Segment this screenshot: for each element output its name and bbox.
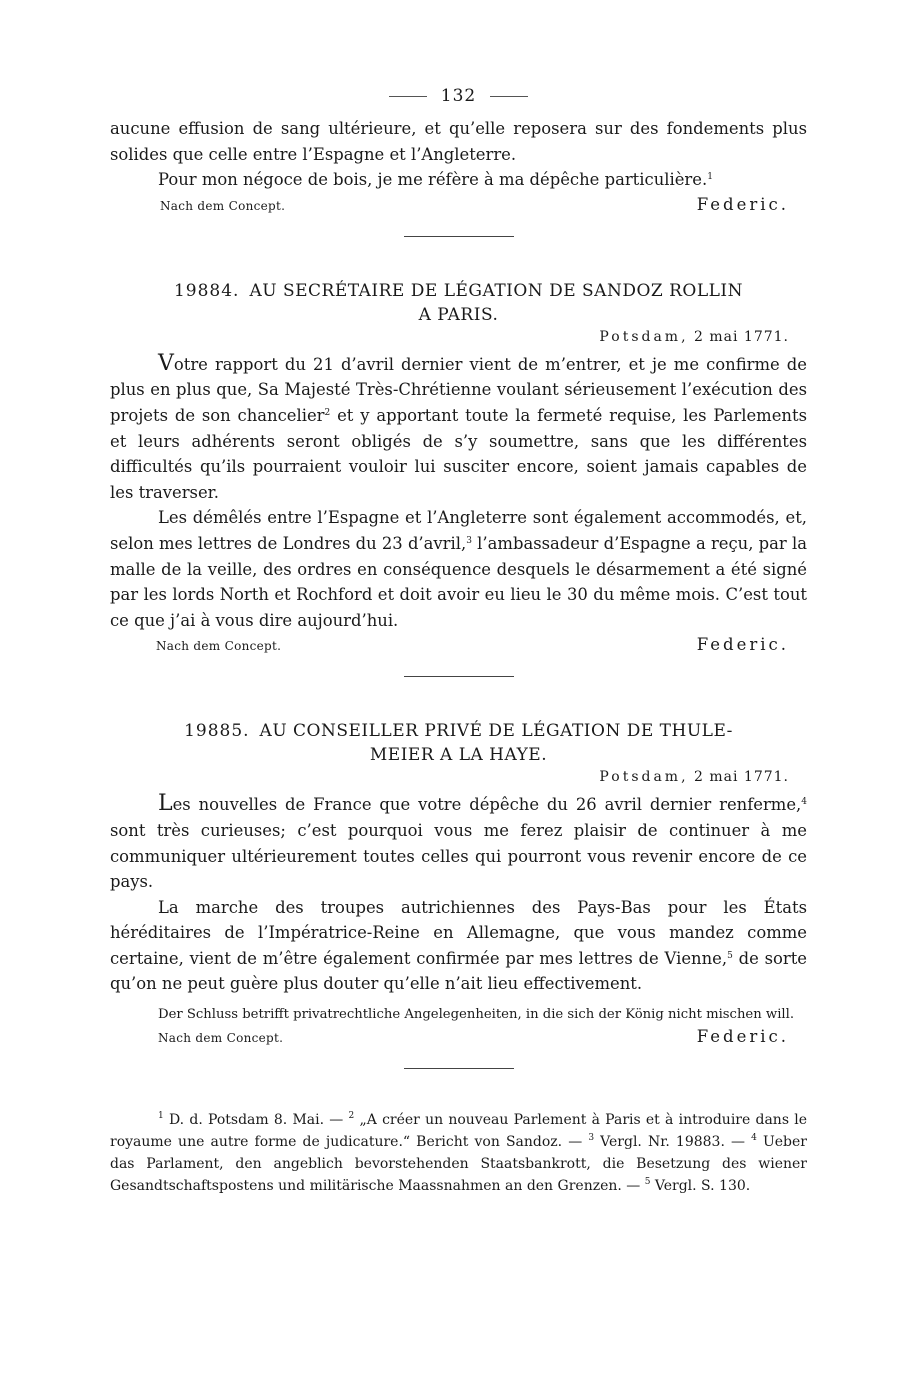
footnotes-text	[110, 1109, 807, 1197]
dateline-date: 2 mai 1771.	[694, 769, 789, 786]
footnote-ref-4: 4	[801, 797, 807, 808]
initial-letter: V	[158, 350, 174, 376]
letter-19885-heading	[110, 719, 807, 767]
initial-letter: L	[158, 791, 173, 817]
page-header	[110, 84, 807, 108]
paragraph-text: sont très curieuses; c’est pourquoi vous me ferez plaisir de continuer à me communiquer ultérieurement toutes celles qui pourront vous revenir encore de ce pays.	[110, 820, 807, 892]
paragraph-text: otre rapport du 21 d’avril dernier vient de m’entrer, et je me confirme de plus en plus que, Sa Majesté Très-Chrétienne voulant sérieusement l’exécution des projets de son chancelier	[110, 354, 807, 425]
footnote-3: Vergl. Nr. 19883. —	[594, 1134, 752, 1151]
paragraph-text: La marche des troupes autrichiennes des Pays-Bas pour les États héréditaires de l’Impératrice-Reine en Allemagne, que vous mandez comme certaine, vient de m’être également confirmée par mes lettres de Vienne,	[110, 897, 807, 968]
dateline-date: 2 mai 1771.	[694, 328, 789, 345]
letter-19884-paragraph-1	[110, 351, 807, 506]
paragraph-text: de sorte qu’on ne peut guère plus douter qu’elle n’ait lieu effectivement.	[110, 948, 807, 994]
dateline-place: Potsdam,	[599, 328, 689, 345]
dateline-place: Potsdam,	[599, 769, 689, 786]
letter-19884-signature-row	[110, 635, 807, 654]
footnote-mark-3: 3	[588, 1133, 595, 1144]
opening-source-note: Nach dem Concept.	[160, 198, 286, 213]
letter-title-line1: AU CONSEILLER PRIVÉ DE LÉGATION DE THULE-	[259, 721, 733, 742]
letter-title-line2: MEIER A LA HAYE.	[369, 745, 548, 766]
opening-paragraph: aucune effusion de sang ultérieure, et qu’elle reposera sur des fondements plus solides que celle entre l’Espagne et l’Angleterre.	[110, 119, 807, 164]
letter-title-line2: A PARIS.	[418, 304, 499, 325]
paragraph-text: Les démêlés entre l’Espagne et l’Angleterre sont également accommodés, et, selon mes lettres de Londres du 23 d’avril,	[110, 508, 807, 553]
section-divider	[404, 676, 514, 677]
footnote-ref-3: 3	[466, 535, 472, 546]
letter-19884-paragraph-2	[110, 505, 807, 633]
source-note: Nach dem Concept.	[156, 639, 282, 654]
footnote-ref-1: 1	[707, 172, 713, 183]
header-dash-right	[490, 96, 528, 97]
footnote-mark-4: 4	[751, 1133, 757, 1144]
editorial-note: Der Schluss betrifft privatrechtliche Angelegenheiten, in die sich der König nicht mischen will.	[158, 1007, 795, 1023]
page	[110, 84, 807, 1197]
footnote-ref-5: 5	[727, 950, 733, 961]
paragraph-text: es nouvelles de France que votre dépêche du 26 avril dernier renferme,	[172, 795, 802, 815]
header-dash-left	[389, 96, 427, 97]
footnote-2: „A créer un nouveau Parlement à Paris et à introduire dans le royaume une autre forme de judicature.“ Bericht von Sandoz. —	[110, 1112, 807, 1151]
letter-19884-dateline	[110, 329, 789, 345]
letter-19885-paragraph-2	[110, 895, 807, 997]
footnote-mark-5: 5	[644, 1177, 651, 1188]
section-divider	[404, 1068, 514, 1069]
opening-signature-row	[110, 195, 807, 214]
letter-19885-signature-row	[110, 1027, 807, 1046]
signature: Federic.	[696, 635, 789, 655]
footnote-1: D. d. Potsdam 8. Mai. —	[163, 1112, 349, 1129]
opening-signature: Federic.	[696, 194, 789, 214]
letter-19884-heading	[110, 279, 807, 327]
source-note: Nach dem Concept.	[158, 1031, 284, 1046]
letter-number: 19884.	[173, 280, 240, 301]
page-number: 132	[440, 86, 477, 106]
paragraph-text: et y apportant toute la fermeté requise, les Parlements et leurs adhérents seront obligés de s’y soumettre, sans que les différentes difficultés qu’ils pourraient vouloir lui susciter encore, soient jamais capables de les traverser.	[110, 405, 807, 502]
footnote-4: Ueber das Parlament, den angeblich bevorstehenden Staatsbankrott, die Besetzung des wiener Gesandtschaftspostens und militärische Maassnahmen an den Grenzen. —	[110, 1134, 807, 1195]
opening-paragraph-2-text: Pour mon négoce de bois, je me réfère à ma dépêche particulière.	[158, 170, 708, 190]
footnote-mark-2: 2	[348, 1111, 355, 1122]
paragraph-text: l’ambassadeur d’Espagne a reçu, par la malle de la veille, des ordres en conséquence desquels le désarmement a été signé par les lords North et Rochford et doit avoir eu lieu le 30 du même mois. C’est tout ce que j’ai à vous dire aujourd’hui.	[110, 533, 807, 630]
signature: Federic.	[696, 1027, 789, 1047]
footnote-5: Vergl. S. 130.	[650, 1178, 751, 1195]
letter-title-line1: AU SECRÉTAIRE DE LÉGATION DE SANDOZ ROLLIN	[249, 280, 744, 301]
letter-number: 19885.	[184, 721, 250, 742]
section-divider	[404, 236, 514, 237]
letter-19885-paragraph-1	[110, 791, 807, 894]
footnote-ref-2: 2	[324, 407, 331, 418]
footnotes	[110, 1109, 807, 1197]
opening-paragraph-2	[110, 167, 807, 193]
footnote-mark-1: 1	[158, 1111, 164, 1122]
letter-19885-dateline	[110, 769, 789, 785]
